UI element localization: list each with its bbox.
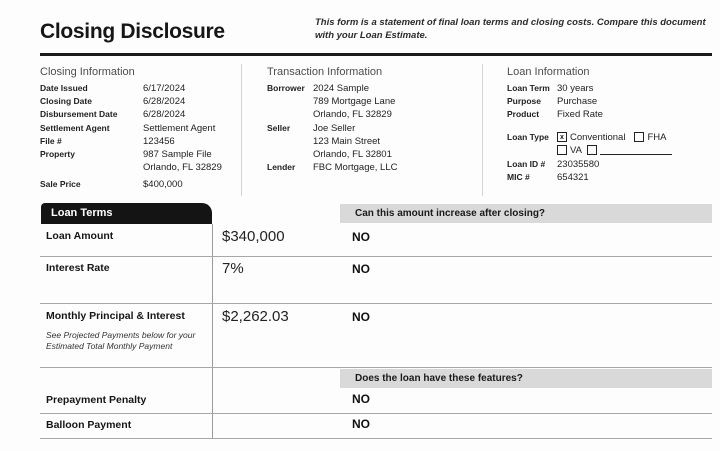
- column-divider: [241, 64, 242, 196]
- loan-information-section: [507, 82, 713, 184]
- field-value: Fixed Rate: [557, 109, 603, 121]
- transaction-information-title: Transaction Information: [267, 66, 383, 78]
- monthly-pi-value: $2,262.03: [222, 308, 289, 325]
- question-bar-increase: Can this amount increase after closing?: [340, 204, 712, 223]
- field-label: Purpose: [507, 96, 542, 107]
- field-label: File #: [40, 135, 62, 146]
- field-label: Closing Date: [40, 96, 92, 107]
- field-value: Purchase: [557, 96, 598, 108]
- prepayment-penalty-label: Prepayment Penalty: [46, 394, 147, 406]
- checkbox-icon: [557, 145, 567, 155]
- interest-rate-value: 7%: [222, 260, 244, 277]
- field-label: Loan Term: [507, 83, 550, 93]
- info-row: [507, 95, 713, 108]
- loan-terms-tab: Loan Terms: [41, 203, 212, 224]
- info-row: [507, 82, 713, 95]
- loan-type-options: [557, 131, 672, 157]
- party-row: [267, 122, 467, 162]
- loan-type-option-label: FHA: [647, 131, 667, 143]
- field-label: Borrower: [267, 83, 305, 93]
- loan-amount-answer: NO: [352, 230, 370, 244]
- loan-type-option-label: Conventional: [570, 131, 626, 143]
- column-divider: [482, 64, 483, 196]
- checkbox-icon: [587, 145, 597, 155]
- field-value: 23035580: [557, 158, 600, 170]
- party-row: [267, 82, 467, 122]
- loan-amount-label: Loan Amount: [46, 230, 114, 242]
- loan-type-option-label: VA: [570, 144, 582, 156]
- info-row: [40, 148, 240, 174]
- loan-amount-value: $340,000: [222, 228, 285, 245]
- field-value: 6/28/2024: [143, 96, 186, 108]
- field-label: Loan ID #: [507, 158, 546, 169]
- monthly-pi-label: Monthly Principal & Interest: [46, 310, 185, 322]
- field-value: 30 years: [557, 83, 594, 94]
- field-label: Sale Price: [40, 179, 81, 190]
- header-rule: [40, 53, 712, 56]
- checkbox-checked-icon: x: [557, 132, 567, 142]
- table-row-divider: [40, 256, 712, 257]
- info-row: [40, 135, 240, 148]
- info-row: [40, 108, 240, 121]
- header-note: This form is a statement of final loan terms and closing costs. Compare this document with your Loan Estimate.: [315, 17, 706, 41]
- field-label: Product: [507, 109, 540, 120]
- field-value: 2024 Sample 789 Mortgage Lane Orlando, FL 32829: [313, 83, 396, 121]
- info-row: [40, 122, 240, 135]
- balloon-payment-label: Balloon Payment: [46, 419, 132, 431]
- info-row: [40, 95, 240, 108]
- table-row-divider: [40, 413, 712, 414]
- info-row: [507, 158, 713, 171]
- loan-type-blank-line: [600, 145, 672, 155]
- field-label: MIC #: [507, 172, 530, 183]
- monthly-pi-answer: NO: [352, 310, 370, 324]
- info-row: [40, 178, 240, 191]
- table-row-divider: [40, 367, 712, 368]
- field-label: Settlement Agent: [40, 122, 110, 133]
- field-value: $400,000: [143, 179, 183, 191]
- info-row: [507, 108, 713, 121]
- monthly-pi-note: See Projected Payments below for your Estimated Total Monthly Payment: [46, 330, 196, 351]
- balloon-payment-answer: NO: [352, 417, 370, 431]
- info-row: [40, 82, 240, 95]
- field-value: 654321: [557, 172, 589, 184]
- field-value: 987 Sample File Orlando, FL 32829: [143, 149, 222, 174]
- loan-type-row: [507, 131, 713, 157]
- info-row: [507, 171, 713, 184]
- page-title: Closing Disclosure: [40, 20, 225, 43]
- interest-rate-label: Interest Rate: [46, 262, 110, 274]
- transaction-information-section: [267, 82, 467, 174]
- field-value: 6/28/2024: [143, 109, 186, 121]
- interest-rate-answer: NO: [352, 262, 370, 276]
- field-value: FBC Mortgage, LLC: [313, 162, 398, 174]
- party-row: [267, 161, 467, 174]
- field-label: Seller: [267, 122, 291, 133]
- prepayment-penalty-answer: NO: [352, 392, 370, 406]
- field-value: 6/17/2024: [143, 83, 186, 94]
- field-label: Date Issued: [40, 83, 88, 93]
- checkbox-icon: [634, 132, 644, 142]
- field-value: 123456: [143, 135, 175, 147]
- field-value: Settlement Agent: [143, 122, 216, 134]
- loan-information-title: Loan Information: [507, 66, 590, 78]
- table-row-divider: [40, 303, 712, 304]
- field-value: Joe Seller 123 Main Street Orlando, FL 32801: [313, 122, 392, 161]
- closing-information-title: Closing Information: [40, 66, 135, 78]
- question-bar-features: Does the loan have these features?: [340, 369, 712, 388]
- field-label: Property: [40, 149, 75, 160]
- field-label: Lender: [267, 162, 296, 173]
- field-label: Loan Type: [507, 131, 549, 142]
- field-label: Disbursement Date: [40, 109, 118, 120]
- closing-information-section: [40, 82, 240, 192]
- table-bottom-rule: [40, 438, 712, 439]
